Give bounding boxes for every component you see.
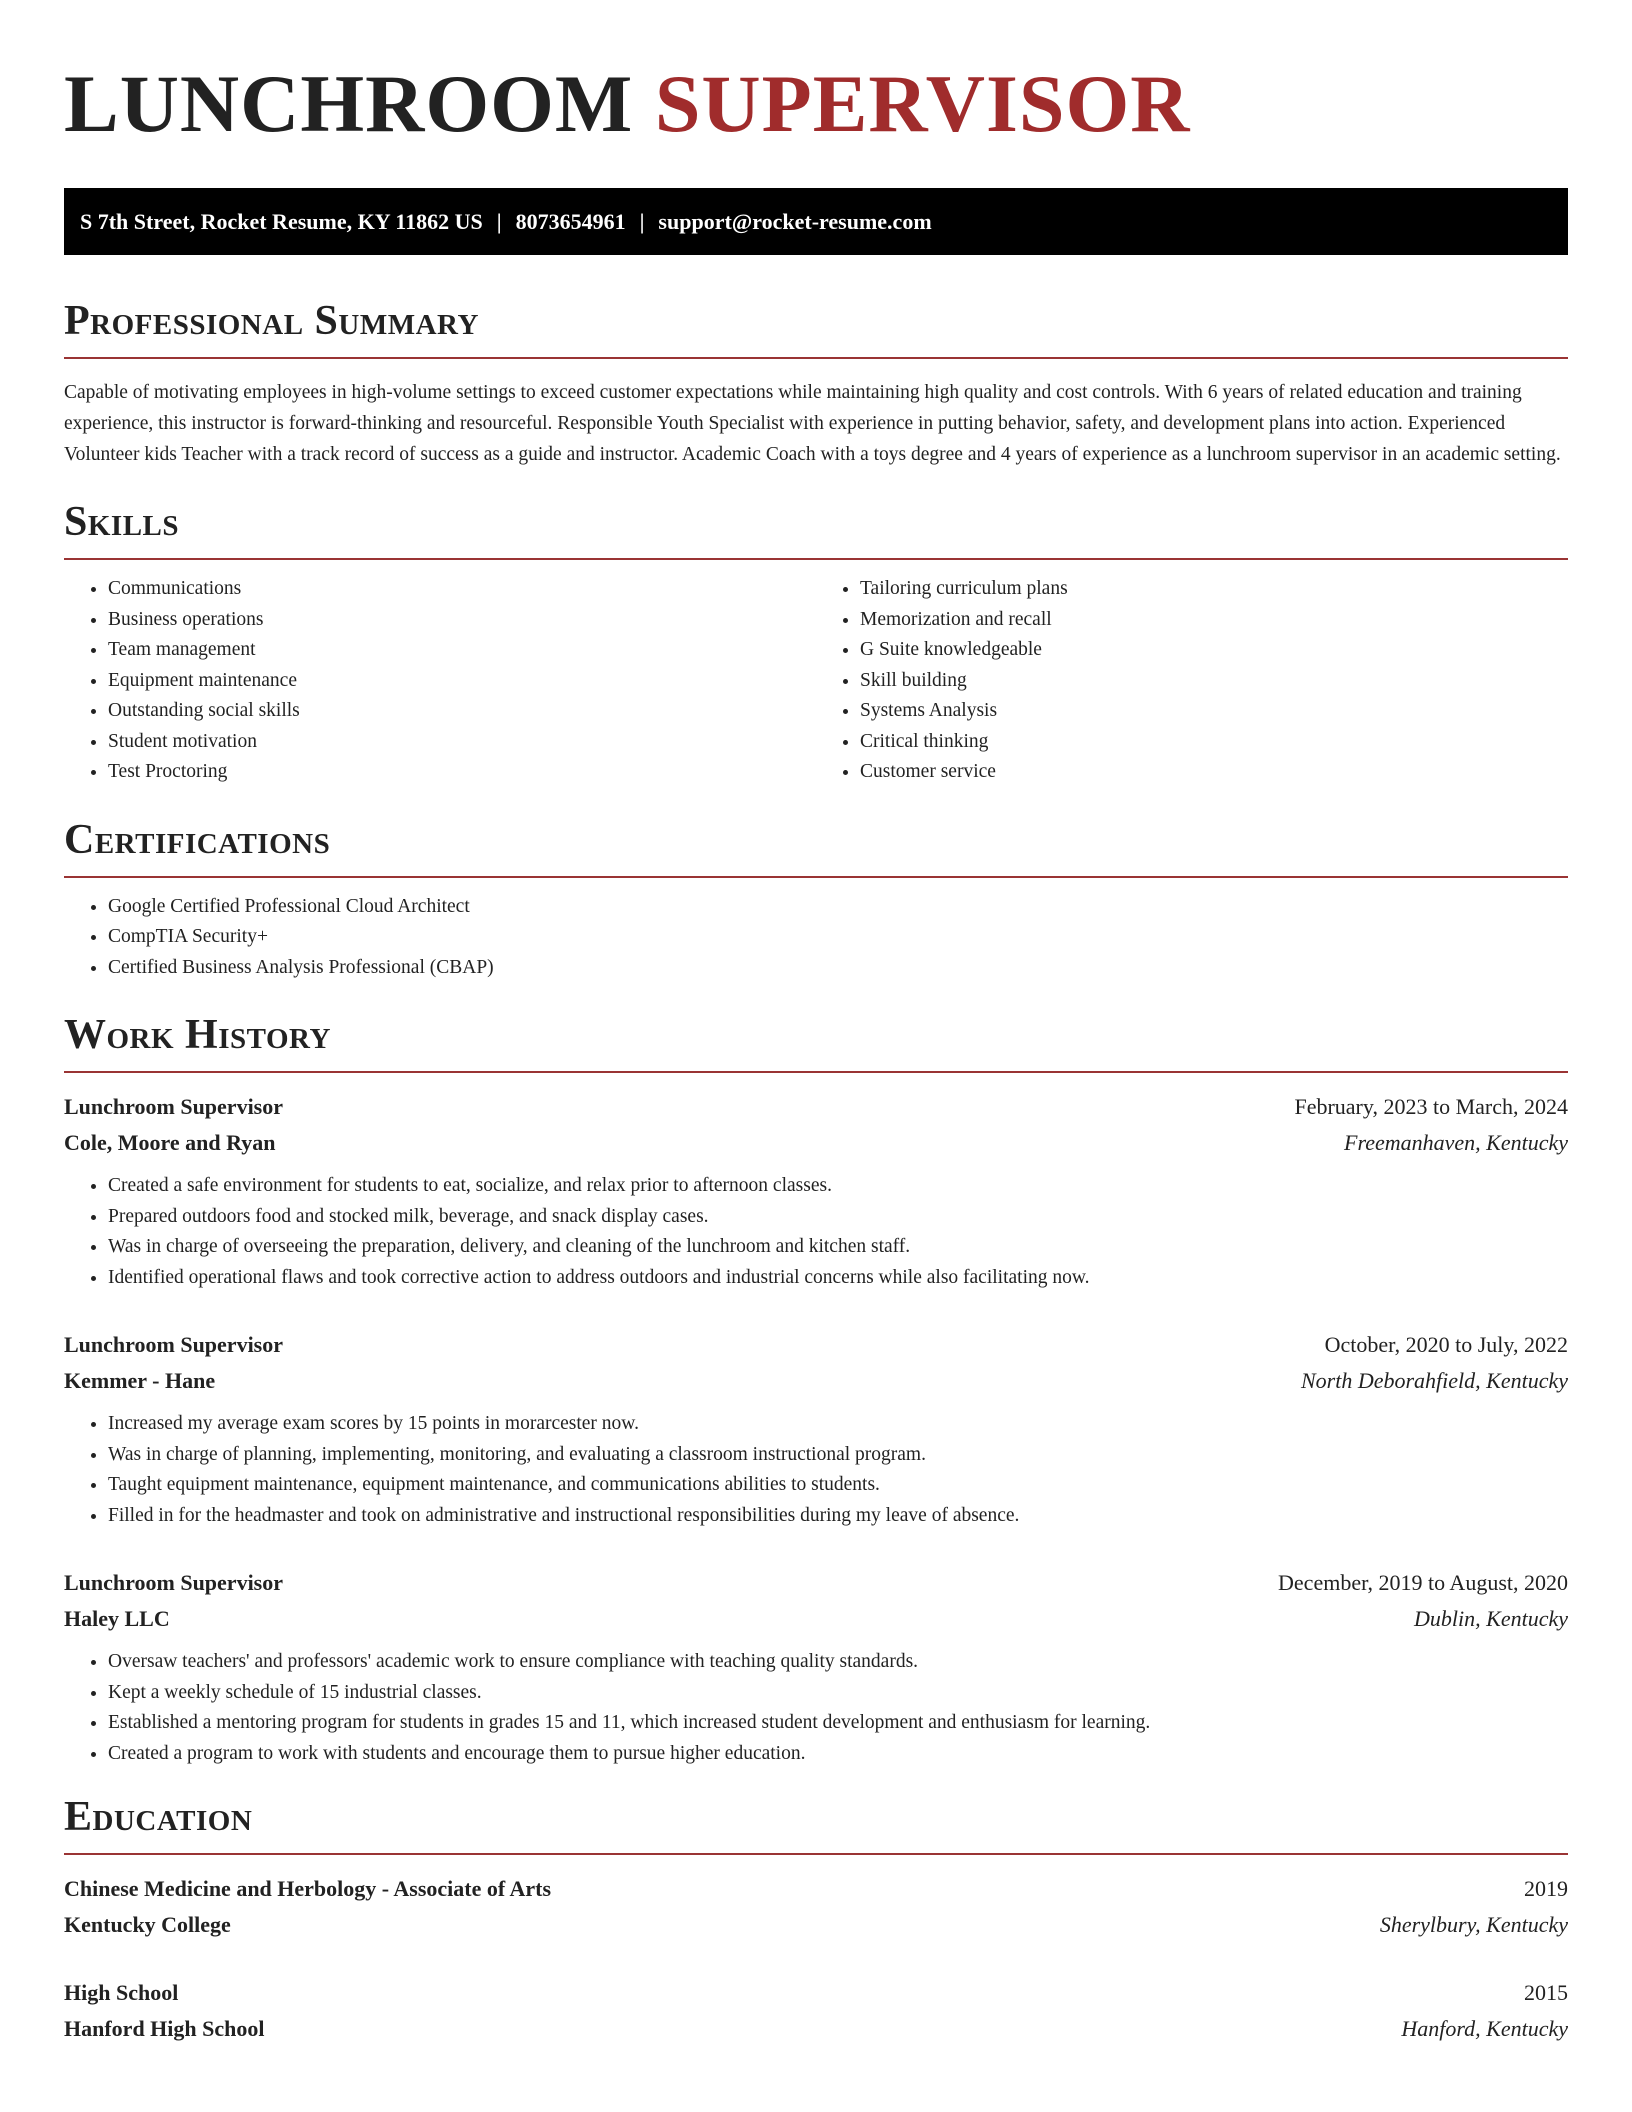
skills-list	[64, 574, 816, 788]
work-history-section	[64, 1009, 1568, 1769]
skill-item: • Team management	[108, 635, 816, 666]
section-divider	[64, 558, 1568, 560]
contact-phone: 8073654961	[515, 209, 626, 234]
job-entry	[64, 1089, 1568, 1293]
job-duty: • Was in charge of overseeing the preparation, delivery, and cleaning of the lunchroom and kitchen staff.	[108, 1232, 1568, 1263]
section-divider	[64, 1853, 1568, 1855]
job-duties	[64, 1409, 1568, 1531]
job-role: Lunchroom Supervisor	[64, 1332, 284, 1357]
skill-item: • Test Proctoring	[108, 757, 816, 788]
skills-list	[816, 574, 1568, 788]
job-dates: December, 2019 to August, 2020	[1278, 1570, 1568, 1595]
job-entry	[64, 1327, 1568, 1531]
contact-email: support@rocket-resume.com	[658, 209, 932, 234]
job-location: Freemanhaven, Kentucky	[1344, 1130, 1568, 1155]
education-school: Kentucky College	[64, 1912, 231, 1937]
job-duty: • Oversaw teachers' and professors' academic work to ensure compliance with teaching quality standards.	[108, 1647, 1568, 1678]
job-duty: • Taught equipment maintenance, equipment maintenance, and communications abilities to students.	[108, 1470, 1568, 1501]
resume-title	[64, 0, 1568, 152]
section-title: Education	[64, 1794, 253, 1840]
skill-item: • Systems Analysis	[860, 696, 1568, 727]
job-location: North Deborahfield, Kentucky	[1300, 1368, 1568, 1393]
job-duty: • Prepared outdoors food and stocked milk, beverage, and snack display cases.	[108, 1202, 1568, 1233]
education-year: 2015	[1524, 1980, 1568, 2005]
certifications-list	[64, 892, 1568, 984]
job-duties	[64, 1171, 1568, 1293]
education-school: Hanford High School	[64, 2016, 265, 2041]
skill-item: • Outstanding social skills	[108, 696, 816, 727]
skill-item: • Student motivation	[108, 727, 816, 758]
job-duty: • Was in charge of planning, implementing, monitoring, and evaluating a classroom instructional program.	[108, 1440, 1568, 1471]
job-duty: • Identified operational flaws and took corrective action to address outdoors and industrial concerns while also facilitating now.	[108, 1263, 1568, 1294]
job-dates: October, 2020 to July, 2022	[1324, 1332, 1568, 1357]
skill-item: • Equipment maintenance	[108, 666, 816, 697]
job-duty: • Created a safe environment for students to eat, socialize, and relax prior to afternoon classes.	[108, 1171, 1568, 1202]
contact-address: S 7th Street, Rocket Resume, KY 11862 US	[80, 209, 483, 234]
job-duty: • Established a mentoring program for students in grades 15 and 11, which increased student development and enthusiasm for learning.	[108, 1708, 1568, 1739]
title-accent: SUPERVISOR	[654, 58, 1191, 149]
job-entry	[64, 1565, 1568, 1769]
skill-item: • Memorization and recall	[860, 605, 1568, 636]
skills-section	[64, 496, 1568, 788]
title-main: LUNCHROOM	[64, 58, 634, 149]
job-duties	[64, 1647, 1568, 1769]
job-company: Cole, Moore and Ryan	[64, 1130, 276, 1155]
skill-item: • Skill building	[860, 666, 1568, 697]
summary-text: Capable of motivating employees in high-volume settings to exceed customer expectations while maintaining high quality and cost controls. With 6 years of related education and training experience, this instructor is forward-thinking and resourceful. Responsible Youth Specialist with experience in putting behavior, safety, and development plans into action. Experienced Volunteer kids Teacher with a track record of success as a guide and instructor. Academic Coach with a toys degree and 4 years of experience as a lunchroom supervisor in an academic setting.	[64, 382, 1561, 465]
job-location: Dublin, Kentucky	[1414, 1606, 1568, 1631]
job-company: Kemmer - Hane	[64, 1368, 216, 1393]
skills-column-right	[816, 574, 1568, 788]
skills-column-left	[64, 574, 816, 788]
certifications-section	[64, 814, 1568, 984]
education-year: 2019	[1524, 1876, 1568, 1901]
job-duty: • Increased my average exam scores by 15 points in morarcester now.	[108, 1409, 1568, 1440]
skill-item: • Customer service	[860, 757, 1568, 788]
section-title: Work History	[64, 1012, 331, 1058]
education-location: Hanford, Kentucky	[1401, 2016, 1568, 2041]
contact-separator: |	[496, 209, 502, 234]
job-dates: February, 2023 to March, 2024	[1294, 1094, 1568, 1119]
job-duty: • Filled in for the headmaster and took on administrative and instructional responsibilities during my leave of absence.	[108, 1501, 1568, 1532]
contact-bar	[64, 188, 1568, 255]
section-divider	[64, 1071, 1568, 1073]
skills-grid	[64, 574, 1568, 788]
education-entry	[64, 1871, 1568, 1943]
certification-item: • Google Certified Professional Cloud Architect	[108, 892, 1568, 923]
education-degree: Chinese Medicine and Herbology - Associate of Arts	[64, 1876, 552, 1901]
education-location: Sherylbury, Kentucky	[1379, 1912, 1568, 1937]
education-degree: High School	[64, 1980, 179, 2005]
section-title: Skills	[64, 499, 180, 545]
skill-item: • Communications	[108, 574, 816, 605]
certification-item: • CompTIA Security+	[108, 922, 1568, 953]
skill-item: • G Suite knowledgeable	[860, 635, 1568, 666]
section-title: Professional Summary	[64, 298, 479, 344]
job-role: Lunchroom Supervisor	[64, 1570, 284, 1595]
job-duty: • Created a program to work with students and encourage them to pursue higher education.	[108, 1739, 1568, 1770]
contact-separator: |	[639, 209, 645, 234]
education-entry	[64, 1975, 1568, 2047]
certification-item: • Certified Business Analysis Professional (CBAP)	[108, 953, 1568, 984]
job-company: Haley LLC	[64, 1606, 170, 1631]
summary-section	[64, 295, 1568, 470]
skill-item: • Tailoring curriculum plans	[860, 574, 1568, 605]
skill-item: • Business operations	[108, 605, 816, 636]
section-divider	[64, 876, 1568, 878]
job-role: Lunchroom Supervisor	[64, 1094, 284, 1119]
section-title: Certifications	[64, 816, 331, 863]
skill-item: • Critical thinking	[860, 727, 1568, 758]
section-divider	[64, 357, 1568, 359]
education-section	[64, 1791, 1568, 2047]
job-duty: • Kept a weekly schedule of 15 industrial classes.	[108, 1678, 1568, 1709]
